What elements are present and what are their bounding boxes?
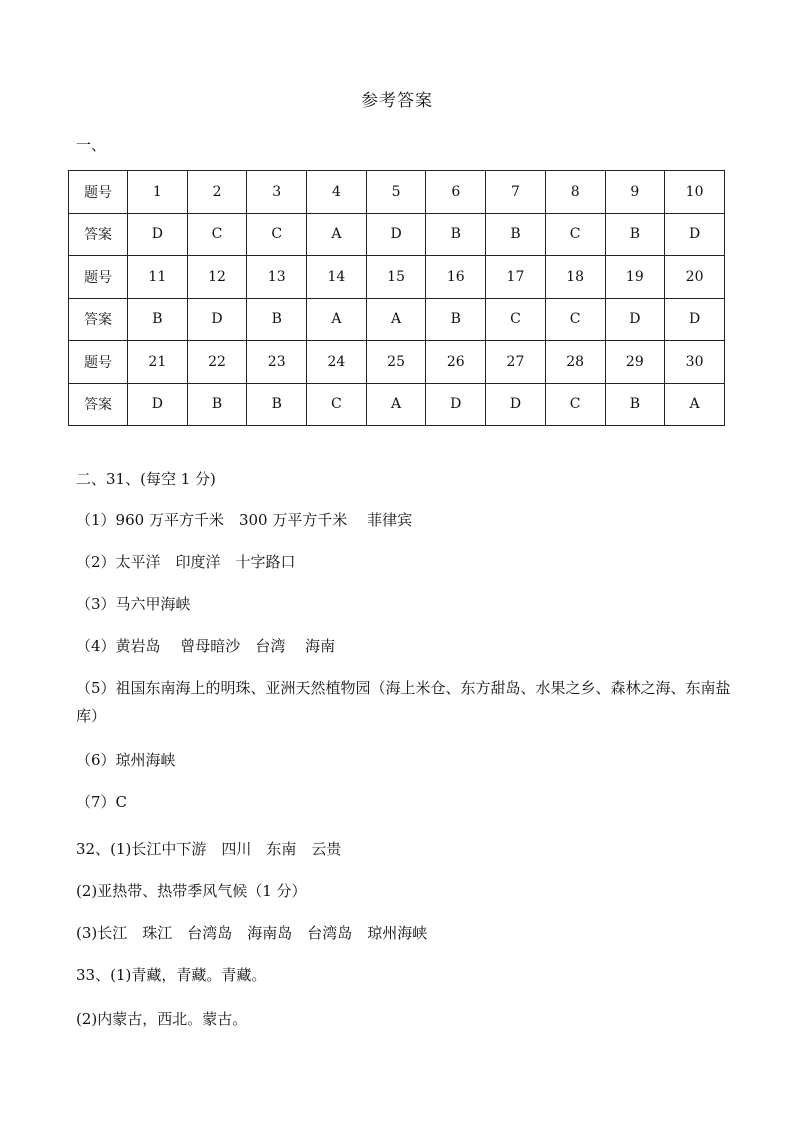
table-cell: C [307,383,367,426]
table-cell: 6 [426,171,486,214]
table-cell: D [187,298,247,341]
row-header-cell: 题号 [69,341,128,384]
table-cell: 2 [187,171,247,214]
table-cell: 17 [486,256,546,299]
table-row [69,298,725,341]
page-title: 参考答案 [361,91,433,111]
table-cell: 15 [366,256,426,299]
table-cell: C [545,213,605,256]
q31-answer-1: （1）960 万平方千米 300 万平方千米 菲律宾 [76,511,413,529]
table-row [69,213,725,256]
table-cell: 4 [307,171,367,214]
table-cell: 12 [187,256,247,299]
answer-table [68,170,725,426]
table-cell: B [605,213,665,256]
table-cell: 24 [307,341,367,384]
q31-answer-6: （6）琼州海峡 [76,751,176,769]
table-cell: B [426,298,486,341]
table-cell: 29 [605,341,665,384]
row-header-cell: 答案 [69,383,128,426]
section-one-label: 一、 [76,136,107,154]
table-cell: B [605,383,665,426]
table-cell: A [665,383,725,426]
table-cell: 8 [545,171,605,214]
q31-answer-7: （7）C [76,793,128,811]
table-cell: D [426,383,486,426]
row-header-cell: 题号 [69,171,128,214]
table-cell: 23 [247,341,307,384]
table-cell: 21 [128,341,188,384]
table-cell: A [307,213,367,256]
table-cell: 7 [486,171,546,214]
table-cell: 10 [665,171,725,214]
table-row [69,341,725,384]
table-cell: 3 [247,171,307,214]
table-cell: B [247,298,307,341]
table-cell: 26 [426,341,486,384]
table-cell: 5 [366,171,426,214]
row-header-cell: 题号 [69,256,128,299]
q31-answer-3: （3）马六甲海峡 [76,595,191,613]
table-cell: C [545,298,605,341]
table-cell: 20 [665,256,725,299]
table-cell: B [128,298,188,341]
q32-answer-2: (2)亚热带、热带季风气候（1 分） [76,882,307,900]
q31-header: 二、31、(每空 1 分) [76,470,216,488]
table-row [69,256,725,299]
table-cell: B [426,213,486,256]
table-cell: 13 [247,256,307,299]
q31-answer-2: （2）太平洋 印度洋 十字路口 [76,553,296,571]
q32-answer-3: (3)长江 珠江 台湾岛 海南岛 台湾岛 琼州海峡 [76,924,428,942]
table-cell: A [366,298,426,341]
table-cell: C [247,213,307,256]
q31-answer-4: （4）黄岩岛 曾母暗沙 台湾 海南 [76,637,336,655]
q33-answer-2: (2)内蒙古，西北。蒙古。 [76,1010,248,1028]
table-cell: 16 [426,256,486,299]
table-cell: D [128,213,188,256]
table-cell: D [605,298,665,341]
row-header-cell: 答案 [69,298,128,341]
table-cell: 25 [366,341,426,384]
table-cell: 1 [128,171,188,214]
q33-answer-1: 33、(1)青藏，青藏。青藏。 [76,966,267,984]
row-header-cell: 答案 [69,213,128,256]
q31-answer-5: （5）祖国东南海上的明珠、亚洲天然植物园（海上米仓、东方甜岛、水果之乡、森林之海、东南盐库） [76,679,731,725]
table-cell: 22 [187,341,247,384]
table-cell: B [486,213,546,256]
table-cell: D [366,213,426,256]
table-row [69,171,725,214]
table-cell: D [665,213,725,256]
q32-answer-1: 32、(1)长江中下游 四川 东南 云贵 [76,840,342,858]
table-cell: 18 [545,256,605,299]
table-row [69,383,725,426]
table-cell: 9 [605,171,665,214]
table-cell: 28 [545,341,605,384]
table-cell: C [187,213,247,256]
table-cell: C [486,298,546,341]
table-cell: C [545,383,605,426]
table-cell: B [187,383,247,426]
table-cell: A [366,383,426,426]
table-cell: D [486,383,546,426]
answer-table-body [69,171,725,426]
table-cell: D [665,298,725,341]
table-cell: A [307,298,367,341]
table-cell: D [128,383,188,426]
table-cell: 27 [486,341,546,384]
table-cell: 11 [128,256,188,299]
table-cell: B [247,383,307,426]
table-cell: 14 [307,256,367,299]
table-cell: 19 [605,256,665,299]
table-cell: 30 [665,341,725,384]
